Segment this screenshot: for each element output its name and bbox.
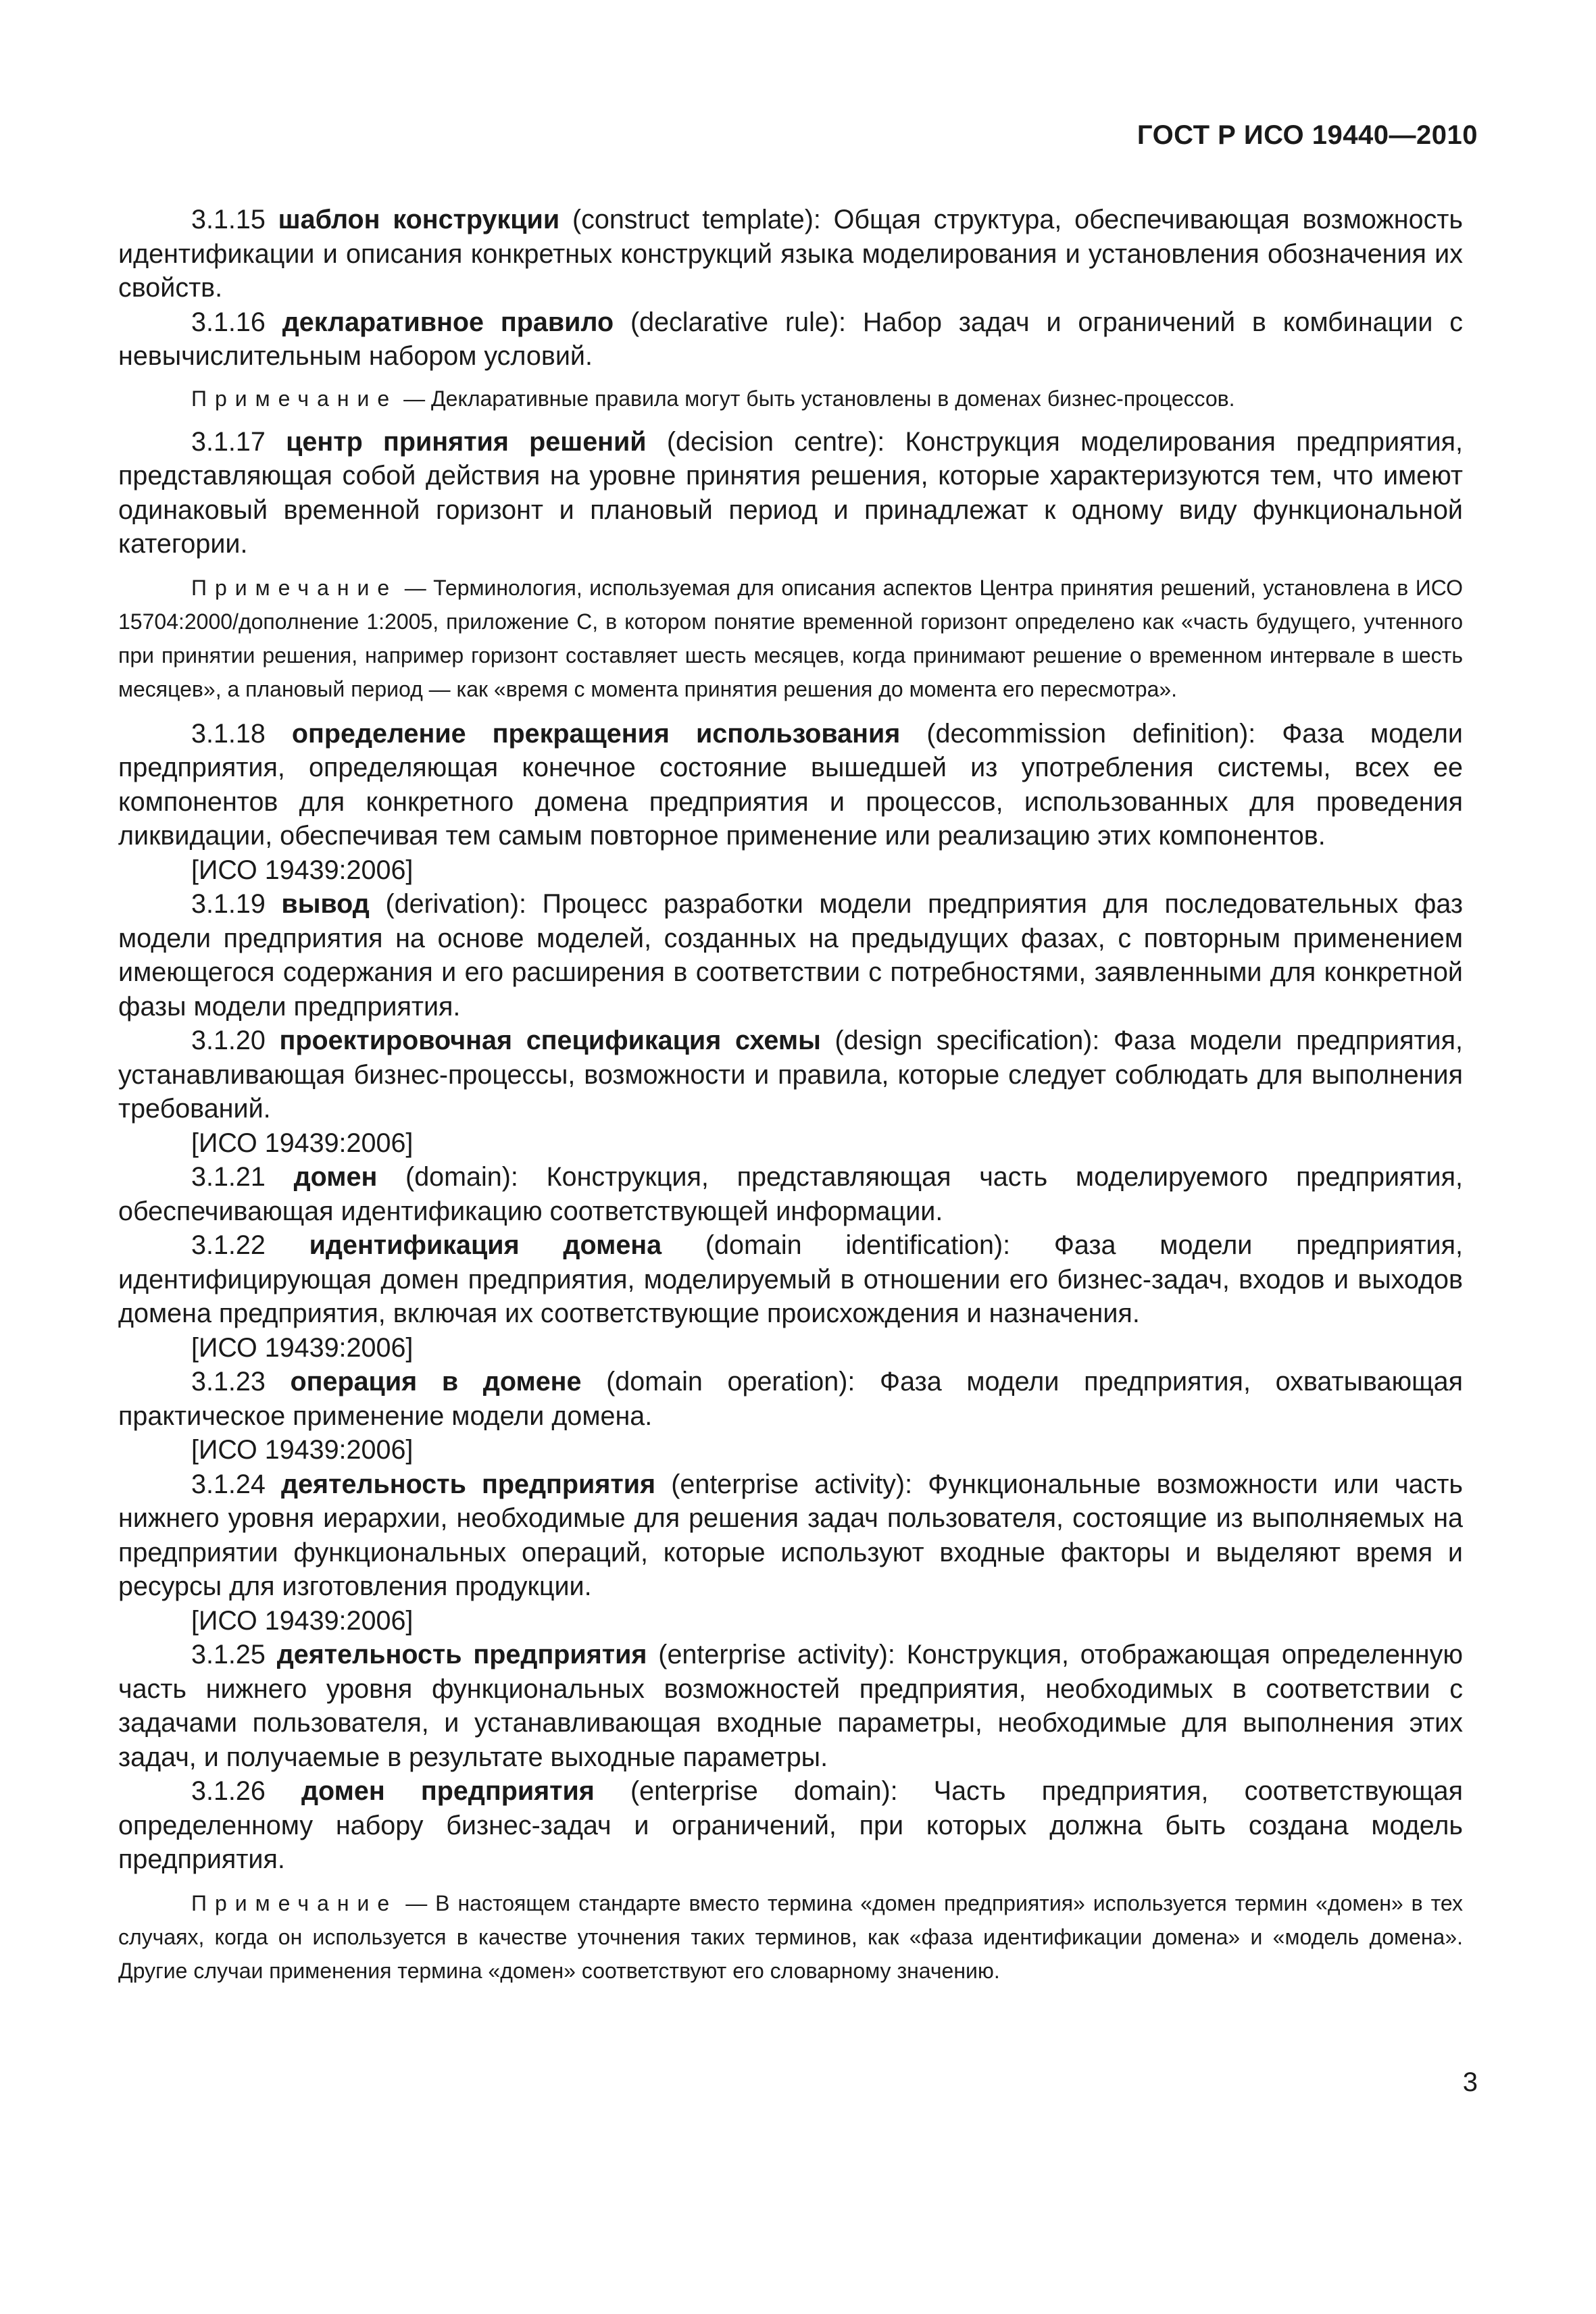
note-text: — Декларативные правила могут быть установлены в доменах бизнес-процессов.	[397, 386, 1235, 411]
note-text: — Терминология, используемая для описания аспектов Центра принятия решений, установлена в ИСО 15704:2000/дополнение 1:2005, приложение С, в котором понятие временной горизонт определено как «часть будущего, учтенного при принятии решения, например горизонт составляет шесть месяцев, когда принимают решение о временном интервале в шесть месяцев», а плановый период — как «время с момента принятия решения до момента его пересмотра».	[118, 575, 1463, 701]
reference-3-1-22: [ИСО 19439:2006]	[191, 1332, 414, 1363]
term-entry-3-1-17	[118, 425, 1463, 561]
term-definition: (enterprise activity): Конструкция, отображающая определенную часть нижнего уровня функциональных возможностей предприятия, необходимых в соответствии с задачами пользователя, и устанавливающая входные параметры, необходимые для выполнения этих задач, и получаемые в результате выходные параметры.	[118, 1640, 1463, 1772]
entry-number: 3.1.21	[191, 1162, 266, 1192]
entry-number: 3.1.24	[191, 1469, 266, 1499]
note-label: Примечание	[191, 1890, 398, 1915]
term-entry-3-1-24	[118, 1467, 1463, 1604]
term-definition: (enterprise domain): Часть предприятия, соответствующая определенному набору бизнес-задач и ограничений, при которых должна быть создана модель предприятия.	[118, 1776, 1463, 1874]
term-entry-3-1-23	[118, 1365, 1463, 1433]
term-name: деятельность предприятия	[281, 1469, 656, 1499]
term-definition: (domain identification): Фаза модели предприятия, идентифицирующая домен предприятия, моделируемый в отношении его бизнес-задач, входов и выходов домена предприятия, включая их соответствующие происхождения и назначения.	[118, 1230, 1463, 1328]
document-body	[118, 203, 1463, 1998]
term-name: домен предприятия	[301, 1776, 595, 1806]
entry-number: 3.1.18	[191, 718, 266, 749]
term-name: шаблон конструкции	[278, 205, 560, 234]
term-name: деятельность предприятия	[276, 1640, 647, 1669]
term-definition: (domain): Конструкция, представляющая часть моделируемого предприятия, обеспечивающая идентификацию соответствующей информации.	[118, 1162, 1463, 1226]
term-name: вывод	[281, 889, 370, 919]
term-definition: (design specification): Фаза модели предприятия, устанавливающая бизнес-процессы, возможности и правила, которые следует соблюдать для выполнения требований.	[118, 1026, 1463, 1124]
entry-number: 3.1.17	[191, 426, 266, 457]
term-name: определение прекращения использования	[291, 718, 901, 749]
entry-number: 3.1.23	[191, 1367, 266, 1397]
entry-number: 3.1.26	[191, 1776, 266, 1806]
note-text: — В настоящем стандарте вместо термина «домен предприятия» используется термин «домен» в тех случаях, когда он используется в качестве уточнения таких терминов, как «фаза идентификации домена» и «модель домена». Другие случаи применения термина «домен» соответствуют его словарному значению.	[118, 1890, 1463, 1983]
reference-3-1-18: [ИСО 19439:2006]	[191, 855, 414, 885]
term-definition: (derivation): Процесс разработки модели предприятия для последовательных фаз модели предприятия на основе моделей, созданных на предыдущих фазах, с повторным применением имеющегося содержания и его расширения в соответствии с потребностями, заявленными для конкретной фазы модели предприятия.	[118, 889, 1463, 1022]
term-definition: (construct template): Общая структура, обеспечивающая возможность идентификации и описания конкретных конструкций языка моделирования и установления обозначения их свойств.	[118, 205, 1464, 303]
term-entry-3-1-16	[118, 305, 1463, 374]
term-definition: (enterprise activity): Функциональные возможности или часть нижнего уровня иерархии, необходимые для решения задач пользователя, состоящие из выполняемых на предприятии функциональных операций, которые используют входные факторы и выделяют время и ресурсы для изготовления продукции.	[118, 1469, 1463, 1601]
note-3-1-26	[118, 1886, 1463, 1988]
term-entry-3-1-21	[118, 1160, 1463, 1228]
note-label: Примечание	[191, 575, 398, 600]
term-entry-3-1-25	[118, 1638, 1463, 1774]
entry-number: 3.1.20	[191, 1026, 266, 1055]
standard-designation: ГОСТ Р ИСО 19440—2010	[1137, 120, 1478, 150]
reference-3-1-23: [ИСО 19439:2006]	[191, 1435, 414, 1465]
entry-number: 3.1.15	[191, 205, 266, 234]
reference-3-1-24: [ИСО 19439:2006]	[191, 1605, 414, 1636]
entry-number: 3.1.22	[191, 1230, 266, 1260]
entry-number: 3.1.16	[191, 307, 266, 337]
term-definition: (declarative rule): Набор задач и ограничений в комбинации с невычислительным набором условий.	[118, 307, 1464, 371]
term-entry-3-1-20	[118, 1024, 1463, 1126]
term-name: центр принятия решений	[286, 426, 647, 457]
page-number: 3	[1462, 2067, 1478, 2097]
note-3-1-17	[118, 571, 1463, 706]
term-entry-3-1-18	[118, 717, 1463, 853]
term-name: операция в домене	[290, 1367, 582, 1397]
term-entry-3-1-26	[118, 1774, 1463, 1877]
term-definition: (decommission definition): Фаза модели предприятия, определяющая конечное состояние вышедшей из употребления системы, всех ее компонентов для конкретного домена предприятия и процессов, использованных для проведения ликвидации, обеспечивая тем самым повторное применение или реализацию этих компонентов.	[118, 718, 1463, 851]
term-entry-3-1-15	[118, 203, 1463, 305]
term-name: проектировочная спецификация схемы	[279, 1026, 821, 1055]
term-definition: (domain operation): Фаза модели предприятия, охватывающая практическое применение модели домена.	[118, 1367, 1463, 1431]
note-3-1-16	[118, 382, 1463, 416]
term-name: домен	[293, 1162, 378, 1192]
term-name: декларативное правило	[282, 307, 614, 337]
note-label: Примечание	[191, 386, 398, 411]
entry-number: 3.1.19	[191, 889, 266, 919]
reference-3-1-20: [ИСО 19439:2006]	[191, 1128, 414, 1158]
entry-number: 3.1.25	[191, 1640, 266, 1669]
term-entry-3-1-19	[118, 887, 1463, 1024]
term-entry-3-1-22	[118, 1228, 1463, 1331]
term-name: идентификация домена	[309, 1230, 662, 1260]
term-definition: (decision centre): Конструкция моделирования предприятия, представляющая собой действия на уровне принятия решения, которые характеризуются тем, что имеют одинаковый временной горизонт и плановый период и принадлежат к одному виду функциональной категории.	[118, 426, 1463, 559]
